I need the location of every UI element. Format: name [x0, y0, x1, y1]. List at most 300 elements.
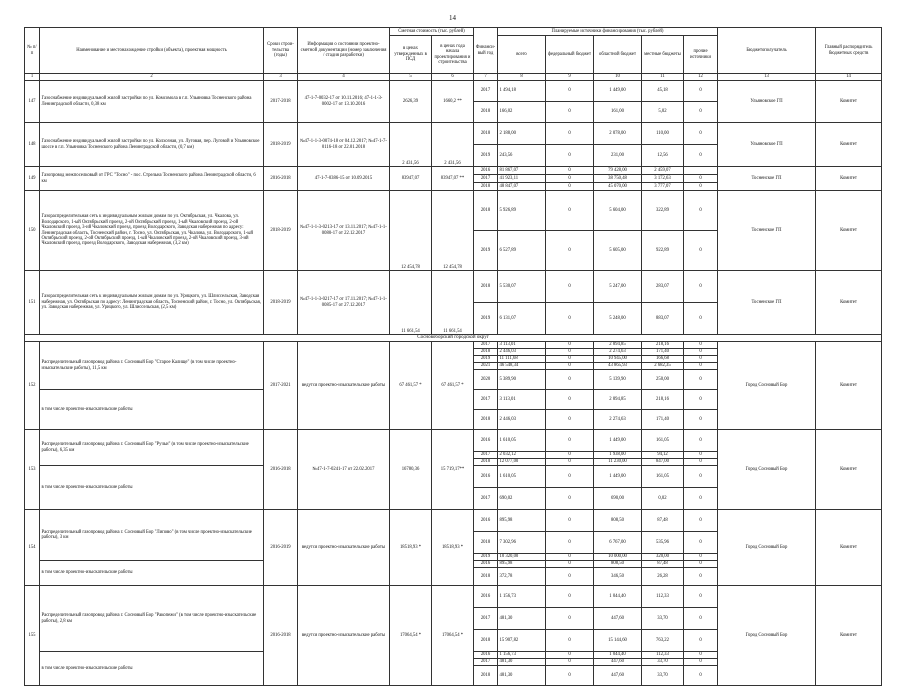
row-number: 148 — [25, 123, 40, 167]
fin-year: 2017 — [474, 390, 498, 410]
amount-federal: 0 — [546, 459, 594, 466]
fin-year: 2018 — [474, 271, 498, 303]
fin-year: 2018 — [474, 191, 498, 231]
amount-other — [684, 167, 718, 175]
amount-total: 481,30 — [498, 659, 546, 666]
col-federal: федеральный бюджет — [546, 36, 594, 74]
amount-total: 81 867,07 — [498, 167, 546, 175]
cost-current: 2 431,56 — [432, 123, 474, 167]
amount-federal: 0 — [546, 561, 594, 568]
cost-approved: 67 461,57 * — [390, 342, 432, 430]
amount-other: 0 — [684, 175, 718, 183]
object-name: Газоснабжение индивидуальной жилой застройки по ул. Комсомола в г.п. Ульяновка Тосненского района Ленинградской области, 0,38 км — [40, 81, 264, 123]
table-row — [25, 191, 882, 231]
amount-federal: 0 — [546, 102, 594, 123]
fin-year: 2016 — [474, 430, 498, 452]
amount-other: 0 — [684, 191, 718, 231]
amount-total: 11 111,68 — [498, 356, 546, 363]
column-number: 10 — [594, 74, 642, 81]
fin-year: 2018 — [474, 123, 498, 145]
amount-total: 2 188,00 — [498, 123, 546, 145]
amount-local: 3 777,07 — [642, 183, 684, 191]
design-docs: №47-1-1-3-0217-17 от 17.11.2017; №47-1-1-0085-17 от 27.12.2017 — [298, 271, 390, 335]
amount-regional: 808,50 — [594, 510, 642, 532]
amount-local: 5,02 — [642, 102, 684, 123]
amount-total: 15 907,82 — [498, 630, 546, 652]
amount-regional: 11 230,00 — [594, 459, 642, 466]
amount-regional: 15 144,60 — [594, 630, 642, 652]
column-numbering-row — [25, 74, 882, 81]
design-docs: ведутся проектно-изыскательские работы — [298, 586, 390, 686]
budget-manager: Комитет — [816, 271, 882, 335]
amount-federal: 0 — [546, 231, 594, 271]
fin-year: 2017 — [474, 81, 498, 102]
fin-year: 2017 — [474, 452, 498, 459]
amount-local: 33,70 — [642, 666, 684, 686]
amount-total: 12 077,00 — [498, 459, 546, 466]
amount-local: 2 682,35 — [642, 363, 684, 370]
amount-regional: 2 894,85 — [594, 342, 642, 349]
amount-local: 250,00 — [642, 370, 684, 390]
amount-other: 0 — [684, 81, 718, 102]
object-name: Распределительный газопровод района г. Сосновый Бор "Ручьи" (в том числе проектно-изыскательские работы), 6,35 км — [40, 430, 264, 466]
table-row — [25, 81, 882, 102]
amount-total: 3 113,01 — [498, 342, 546, 349]
cost-current: 18518,93 * — [432, 510, 474, 586]
amount-regional: 690,00 — [594, 488, 642, 510]
amount-local: 166,68 — [642, 356, 684, 363]
cost-current: 12 454,78 — [432, 191, 474, 271]
amount-federal: 0 — [546, 167, 594, 175]
budget-recipient: Город Сосновый Бор — [718, 586, 816, 686]
amount-total: 2 446,03 — [498, 410, 546, 430]
amount-total: 5 389,90 — [498, 370, 546, 390]
column-number: 1 — [25, 74, 40, 81]
amount-federal: 0 — [546, 586, 594, 608]
amount-regional: 1 938,00 — [594, 452, 642, 459]
amount-federal: 0 — [546, 466, 594, 488]
object-name: Газораспределительная сеть к индивидуальным жилым домам по ул. Урицкого, ул. Шлиссельская, Заводская набережная, ул. Октябрьская по адресу: Ленинградская область, Тосненский район, г. Тосно, ул. Октябрьская, ул. Заводская набережная, ул. Урицкого, ул. Шлиссельская, (2,5 км) — [40, 271, 264, 335]
fin-year: 2017 — [474, 488, 498, 510]
row-number: 154 — [25, 510, 40, 586]
budget-recipient: Ульяновское ГП — [718, 81, 816, 123]
column-number: 5 — [390, 74, 432, 81]
amount-local: 33,70 — [642, 659, 684, 666]
amount-total: 6 527,89 — [498, 231, 546, 271]
object-name: Распределительный газопровод района г. Сосновый Бор "Ракопежи" (в том числе проектно-изыскательские работы), 2,8 км — [40, 586, 264, 652]
amount-total: 895,98 — [498, 561, 546, 568]
budget-manager: Комитет — [816, 123, 882, 167]
amount-federal: 0 — [546, 452, 594, 459]
amount-other: 0 — [684, 666, 718, 686]
amount-other: 0 — [684, 659, 718, 666]
amount-other: 0 — [684, 510, 718, 532]
fin-year: 2019 — [474, 231, 498, 271]
cost-current: 1660,2 ** — [432, 81, 474, 123]
amount-federal: 0 — [546, 510, 594, 532]
fin-year: 2018 — [474, 666, 498, 686]
amount-total: 481,30 — [498, 608, 546, 630]
col-cost-group: Сметная стоимость (тыс. рублей) — [390, 28, 474, 36]
amount-federal: 0 — [546, 410, 594, 430]
table-row — [25, 430, 882, 452]
amount-total: 7 302,96 — [498, 532, 546, 554]
row-number: 151 — [25, 271, 40, 335]
amount-local: 535,96 — [642, 532, 684, 554]
amount-local: 3 172,63 — [642, 175, 684, 183]
amount-federal: 0 — [546, 666, 594, 686]
fin-year: 2018 — [474, 568, 498, 586]
budget-manager: Комитет — [816, 430, 882, 510]
cost-current: 11 661,54 — [432, 271, 474, 335]
amount-regional: 346,50 — [594, 568, 642, 586]
object-name: Газораспределительная сеть к индивидуальным жилым домам по ул. Октябрьская, ул. Чкалова, ул. Володарского, 1-ый Октябрьский проезд, 2-ой Октябрьский проезд, 1-ый Чкаловский проезд, 2-ой Чкаловский проезд, 3-ий Чкаловский проезд, проезд Володарского, Заводская набережная по адресу: Ленинградская область, Тосненский район, г. Тосно, ул. Октябрьская, ул. Чкалова, ул. Володарского, 1-ый Октябрьский проезд, 2-ой Октябрьский проезд, 1-ый Чкаловский проезд, 2-ой Чкаловский проезд, 3-ий Чкаловский проезд, проезд Володарского, Заводская набережная, (3,2 км) — [40, 191, 264, 271]
amount-regional: 447,60 — [594, 666, 642, 686]
cost-approved: 2 431,56 — [390, 123, 432, 167]
budget-manager: Комитет — [816, 510, 882, 586]
amount-federal: 0 — [546, 630, 594, 652]
table-header — [25, 28, 882, 81]
row-number: 150 — [25, 191, 40, 271]
fin-year: 2019 — [474, 356, 498, 363]
amount-federal: 0 — [546, 191, 594, 231]
amount-regional: 2 894,85 — [594, 390, 642, 410]
object-subname: в том числе проектно-изыскательские работы — [40, 652, 264, 686]
budget-manager: Комитет — [816, 586, 882, 686]
fin-year: 2018 — [474, 183, 498, 191]
table-body — [25, 81, 882, 686]
amount-other: 0 — [684, 342, 718, 349]
amount-regional: 5 248,00 — [594, 303, 642, 335]
amount-total: 41 923,11 — [498, 175, 546, 183]
fin-year: 2016 — [474, 586, 498, 608]
column-number: 8 — [498, 74, 546, 81]
fin-year: 2018 — [474, 410, 498, 430]
amount-federal: 0 — [546, 659, 594, 666]
amount-regional: 10 945,00 — [594, 356, 642, 363]
investment-table — [24, 27, 882, 686]
cost-approved: 2626,39 — [390, 81, 432, 123]
column-number: 13 — [718, 74, 816, 81]
object-name: Газопровод межпоселковый от ГРС "Тосно" - пос. Стрельна Тосненского района Ленинградской области, 6 км — [40, 167, 264, 191]
table-row — [25, 586, 882, 608]
budget-recipient: Тосненское ГП — [718, 167, 816, 191]
amount-federal: 0 — [546, 145, 594, 167]
table-row — [25, 510, 882, 532]
budget-manager: Комитет — [816, 167, 882, 191]
amount-total: 5 530,07 — [498, 271, 546, 303]
amount-local: 218,16 — [642, 390, 684, 410]
amount-other: 0 — [684, 459, 718, 466]
amount-federal: 0 — [546, 123, 594, 145]
amount-regional: 447,60 — [594, 659, 642, 666]
amount-other: 0 — [684, 488, 718, 510]
cost-approved: 12 454,78 — [390, 191, 432, 271]
amount-total: 10 320,00 — [498, 554, 546, 561]
design-docs: ведутся проектно-изыскательские работы — [298, 510, 390, 586]
amount-local: 94,12 — [642, 452, 684, 459]
amount-federal: 0 — [546, 370, 594, 390]
row-number: 147 — [25, 81, 40, 123]
fin-year: 2017 — [474, 659, 498, 666]
budget-recipient: Город Сосновый Бор — [718, 342, 816, 430]
col-fin-year: Финанси-вый год — [474, 28, 498, 74]
amount-local: 161,05 — [642, 466, 684, 488]
amount-total: 1 610,05 — [498, 430, 546, 452]
amount-total: 5 926,89 — [498, 191, 546, 231]
amount-local: 161,05 — [642, 430, 684, 452]
table-row — [25, 342, 882, 349]
design-docs: №47-1-1-3-0213-17 от 13.11.2017; №47-1-1-0080-17 от 22.12.2017 — [298, 191, 390, 271]
amount-total: 372,78 — [498, 568, 546, 586]
amount-other: 0 — [684, 466, 718, 488]
fin-year: 2016 — [474, 561, 498, 568]
amount-other: 0 — [684, 145, 718, 167]
amount-federal: 0 — [546, 271, 594, 303]
amount-other: 0 — [684, 532, 718, 554]
amount-local: 45,18 — [642, 81, 684, 102]
fin-year: 2018 — [474, 630, 498, 652]
fin-year: 2017 — [474, 175, 498, 183]
design-docs: 47-1-7-0386-15 от 10.09.2015 — [298, 167, 390, 191]
amount-regional: 2 274,63 — [594, 410, 642, 430]
fin-year: 2019 — [474, 303, 498, 335]
construction-terms: 2016-2018 — [264, 167, 298, 191]
amount-other: 0 — [684, 430, 718, 452]
design-docs: ведутся проектно-изыскательские работы — [298, 342, 390, 430]
budget-manager: Комитет — [816, 81, 882, 123]
amount-regional: 38 750,48 — [594, 175, 642, 183]
amount-regional: 5 139,90 — [594, 370, 642, 390]
column-number: 4 — [298, 74, 390, 81]
amount-local: 320,00 — [642, 554, 684, 561]
section-row — [25, 335, 882, 342]
amount-other: 0 — [684, 349, 718, 356]
fin-year: 2018 — [474, 532, 498, 554]
amount-total: 6 131,07 — [498, 303, 546, 335]
amount-local: 283,07 — [642, 271, 684, 303]
amount-regional: 808,50 — [594, 561, 642, 568]
col-regional: областной бюджет — [594, 36, 642, 74]
amount-federal: 0 — [546, 303, 594, 335]
design-docs: №47-1-1-3-0074-18 от 04.12.2017; №47-1-7-0116-18 от 22.01.2018 — [298, 123, 390, 167]
budget-recipient: Ульяновское ГП — [718, 123, 816, 167]
cost-approved: 18518,93 * — [390, 510, 432, 586]
amount-federal: 0 — [546, 608, 594, 630]
amount-total: 243,56 — [498, 145, 546, 167]
object-name: Газоснабжение индивидуальной жилой застройки по ул. Колхозная, ул. Луговая, пер. Луговой и Ульяновское шоссе в г.п. Ульяновка Тосненского района Ленинградской области, (0,7 км) — [40, 123, 264, 167]
construction-terms: 2018-2019 — [264, 271, 298, 335]
col-local: местные бюджеты — [642, 36, 684, 74]
amount-total: 1 156,73 — [498, 652, 546, 659]
amount-regional: 447,60 — [594, 608, 642, 630]
amount-local: 2 459,07 — [642, 167, 684, 175]
amount-other: 0 — [684, 303, 718, 335]
amount-other: 0 — [684, 410, 718, 430]
amount-local: 33,70 — [642, 608, 684, 630]
amount-regional: 45 070,00 — [594, 183, 642, 191]
fin-year: 2016 — [474, 466, 498, 488]
construction-terms: 2017-2018 — [264, 81, 298, 123]
amount-federal: 0 — [546, 81, 594, 102]
col-recipient: Бюджетополучатель — [718, 28, 816, 74]
amount-other: 0 — [684, 554, 718, 561]
amount-other: 0 — [684, 586, 718, 608]
amount-other: 0 — [684, 608, 718, 630]
object-subname: в том числе проектно-изыскательские работы — [40, 390, 264, 430]
object-subname: в том числе проектно-изыскательские работы — [40, 466, 264, 510]
col-manager: Главный распорядитель бюджетных средств — [816, 28, 882, 74]
amount-other: 0 — [684, 356, 718, 363]
amount-local: 110,00 — [642, 123, 684, 145]
amount-federal: 0 — [546, 175, 594, 183]
budget-manager: Комитет — [816, 191, 882, 271]
fin-year: 2016 — [474, 510, 498, 532]
amount-total: 48 847,07 — [498, 183, 546, 191]
row-number: 149 — [25, 167, 40, 191]
amount-federal: 0 — [546, 183, 594, 191]
table-row — [25, 123, 882, 145]
budget-recipient: Тосненское ГП — [718, 271, 816, 335]
column-number: 14 — [816, 74, 882, 81]
amount-local: 112,33 — [642, 586, 684, 608]
amount-federal: 0 — [546, 363, 594, 370]
amount-regional: 10 000,00 — [594, 554, 642, 561]
fin-year: 2021 — [474, 363, 498, 370]
amount-federal: 0 — [546, 532, 594, 554]
amount-other: 0 — [684, 123, 718, 145]
amount-total: 2 446,03 — [498, 349, 546, 356]
col-docs: Информация о состоянии проектно-сметной документации (номер заключения / стадия разработки) — [298, 28, 390, 74]
column-number: 6 — [432, 74, 474, 81]
amount-local: 112,33 — [642, 652, 684, 659]
amount-regional: 6 767,00 — [594, 532, 642, 554]
amount-regional: 1 449,00 — [594, 81, 642, 102]
amount-federal: 0 — [546, 488, 594, 510]
amount-other: 0 — [684, 183, 718, 191]
amount-federal: 0 — [546, 652, 594, 659]
column-number: 12 — [684, 74, 718, 81]
column-number: 7 — [474, 74, 498, 81]
design-docs: 47-1-7-0032-17 от 10.11.2016; 47-1-1-3-0002-17 от 13.10.2016 — [298, 81, 390, 123]
table-row — [25, 271, 882, 303]
amount-local: 847,00 — [642, 459, 684, 466]
amount-local: 87,48 — [642, 510, 684, 532]
column-number: 2 — [40, 74, 264, 81]
construction-terms: 2017-2021 — [264, 342, 298, 430]
amount-local: 171,40 — [642, 349, 684, 356]
budget-recipient: Город Сосновый Бор — [718, 510, 816, 586]
amount-other: 0 — [684, 568, 718, 586]
col-terms: Сроки строи-тельства (годы) — [264, 28, 298, 74]
object-name: Распределительный газопровод района г. Сосновый Бор "Липово" (в том числе проектно-изыскательские работы), 3 км — [40, 510, 264, 561]
amount-other: 0 — [684, 390, 718, 410]
amount-federal: 0 — [546, 554, 594, 561]
amount-regional: 43 865,93 — [594, 363, 642, 370]
fin-year: 2018 — [474, 349, 498, 356]
amount-federal: 0 — [546, 430, 594, 452]
amount-local: 322,89 — [642, 191, 684, 231]
column-number: 11 — [642, 74, 684, 81]
object-name: Распределительный газопровод района г. Сосновый Бор "Старое Калище" (в том числе проектно-изыскательские работы), 11,5 км — [40, 342, 264, 390]
amount-other: 0 — [684, 630, 718, 652]
col-sources-group: Планируемые источники финансирования (тыс. рублей) — [498, 28, 718, 36]
amount-other: 0 — [684, 652, 718, 659]
amount-local: 0,02 — [642, 488, 684, 510]
amount-regional: 161,00 — [594, 102, 642, 123]
design-docs: №47-1-7-0241-17 от 22.02.2017 — [298, 430, 390, 510]
amount-regional: 1 449,00 — [594, 430, 642, 452]
amount-total: 1 494,18 — [498, 81, 546, 102]
amount-other: 0 — [684, 370, 718, 390]
amount-other: 0 — [684, 271, 718, 303]
amount-federal: 0 — [546, 568, 594, 586]
amount-local: 171,40 — [642, 410, 684, 430]
col-name: Наименование и местонахождение стройки (объекта), проектная мощность — [40, 28, 264, 74]
amount-total: 690,02 — [498, 488, 546, 510]
amount-total: 895,98 — [498, 510, 546, 532]
amount-regional: 2 078,00 — [594, 123, 642, 145]
amount-regional: 1 044,40 — [594, 586, 642, 608]
amount-regional: 5 604,00 — [594, 191, 642, 231]
amount-local: 922,89 — [642, 231, 684, 271]
cost-approved: 83947,07 — [390, 167, 432, 191]
cost-current: 83947,07 ** — [432, 167, 474, 191]
budget-manager: Комитет — [816, 342, 882, 430]
amount-regional: 1 044,40 — [594, 652, 642, 659]
cost-current: 15 719,17** — [432, 430, 474, 510]
amount-total: 2 032,12 — [498, 452, 546, 459]
amount-other: 0 — [684, 452, 718, 459]
column-number: 3 — [264, 74, 298, 81]
col-cost-current: в ценах года начала проектирования и строительства — [432, 36, 474, 74]
construction-terms: 2018-2019 — [264, 123, 298, 167]
amount-local: 87,48 — [642, 561, 684, 568]
fin-year: 2016 — [474, 652, 498, 659]
amount-federal: 0 — [546, 342, 594, 349]
fin-year: 2016 — [474, 167, 498, 175]
amount-federal: 0 — [546, 356, 594, 363]
amount-local: 26,28 — [642, 568, 684, 586]
row-number: 152 — [25, 342, 40, 430]
object-subname: в том числе проектно-изыскательские работы — [40, 561, 264, 586]
amount-regional: 5 247,00 — [594, 271, 642, 303]
amount-total: 481,30 — [498, 666, 546, 686]
amount-local: 218,16 — [642, 342, 684, 349]
cost-approved: 17064,54 * — [390, 586, 432, 686]
section-title: Сосновоборский городской округ — [25, 335, 882, 342]
cost-approved: 11 661,54 — [390, 271, 432, 335]
amount-regional: 2 274,63 — [594, 349, 642, 356]
amount-total: 46 548,34 — [498, 363, 546, 370]
cost-approved: 16780,36 — [390, 430, 432, 510]
cost-current: 67 461,57 * — [432, 342, 474, 430]
amount-total: 1 610,05 — [498, 466, 546, 488]
col-cost-approved: в ценах утвержденных в ПСД — [390, 36, 432, 74]
cost-current: 17064,54 * — [432, 586, 474, 686]
construction-terms: 2018-2019 — [264, 191, 298, 271]
col-total: всего — [498, 36, 546, 74]
amount-other: 0 — [684, 102, 718, 123]
amount-regional: 5 605,00 — [594, 231, 642, 271]
fin-year: 2019 — [474, 145, 498, 167]
row-number: 155 — [25, 586, 40, 686]
construction-terms: 2016-2018 — [264, 586, 298, 686]
fin-year: 2018 — [474, 459, 498, 466]
column-number: 9 — [546, 74, 594, 81]
amount-other: 0 — [684, 561, 718, 568]
fin-year: 2017 — [474, 342, 498, 349]
